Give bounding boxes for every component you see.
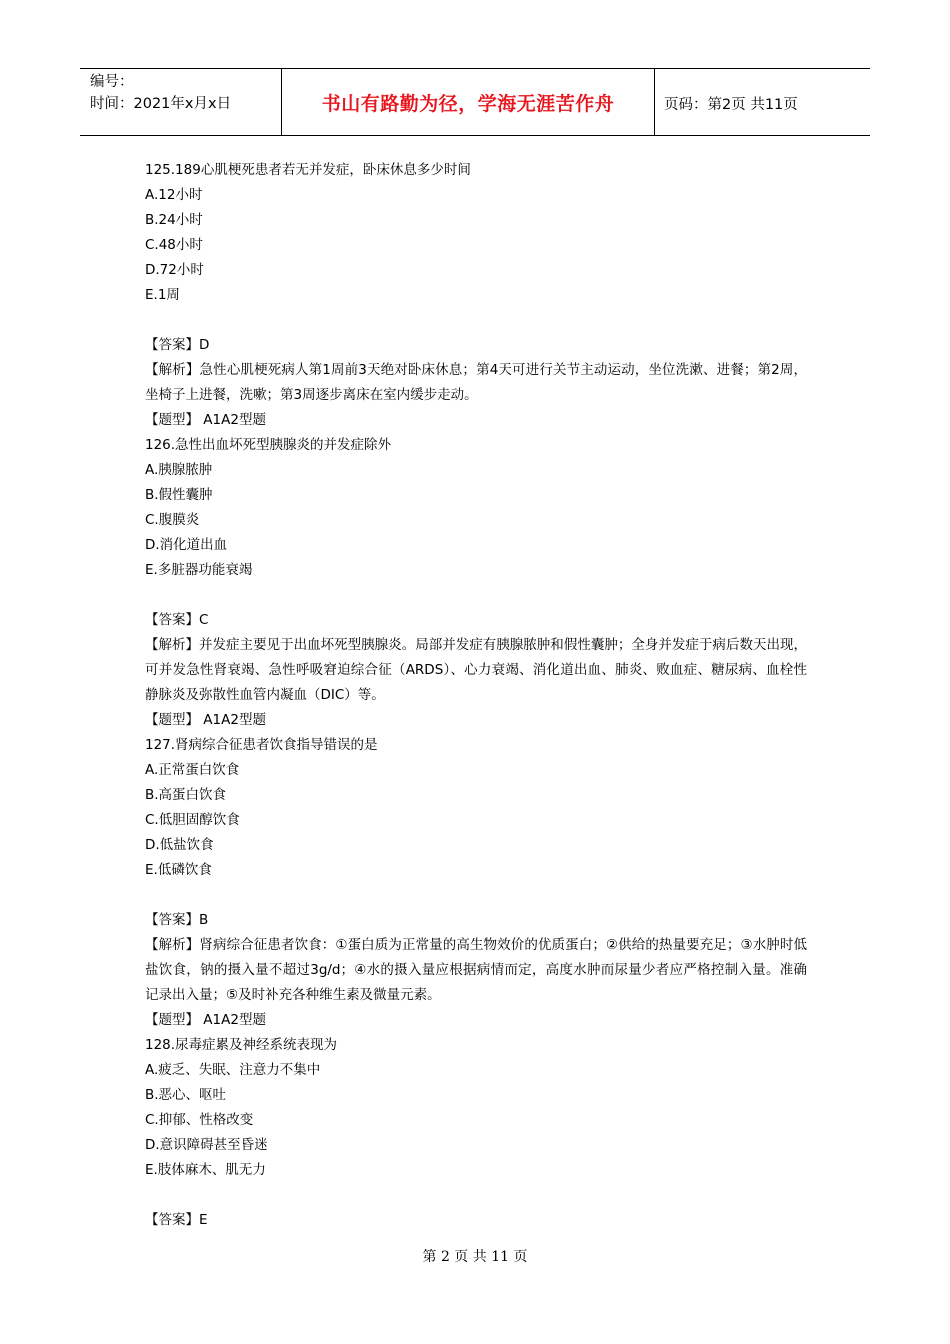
question-option: C.腹膜炎 — [145, 512, 200, 528]
question-option: D.消化道出血 — [145, 537, 228, 553]
question-option: E.多脏器功能衰竭 — [145, 562, 253, 578]
header-number-label: 编号： — [90, 74, 134, 90]
answer-line: 【答案】D — [145, 337, 210, 353]
question-type: 【题型】 A1A2型题 — [145, 1012, 266, 1028]
question-option: E.1周 — [145, 287, 180, 303]
answer-line: 【答案】E — [145, 1212, 208, 1228]
question-option: C.48小时 — [145, 237, 203, 253]
question-option: D.低盐饮食 — [145, 837, 214, 853]
page-header — [80, 68, 870, 136]
question-option: C.低胆固醇饮食 — [145, 812, 240, 828]
spacer — [145, 883, 807, 908]
question-option: A.正常蛋白饮食 — [145, 762, 240, 778]
question-option: D.72小时 — [145, 262, 204, 278]
question-option: C.抑郁、性格改变 — [145, 1112, 254, 1128]
answer-line: 【答案】C — [145, 612, 209, 628]
spacer — [145, 583, 807, 608]
question-option: A.胰腺脓肿 — [145, 462, 213, 478]
analysis-text: 【解析】并发症主要见于出血坏死型胰腺炎。局部并发症有胰腺脓肿和假性囊肿；全身并发症于病后数天出现，可并发急性肾衰竭、急性呼吸窘迫综合征（ARDS）、心力衰竭、消化道出血、肺炎、败血症、糖尿病、血栓性静脉炎及弥散性血管内凝血（DIC）等。 — [145, 637, 807, 703]
question-option: B.24小时 — [145, 212, 203, 228]
question-stem: 128.尿毒症累及神经系统表现为 — [145, 1037, 338, 1053]
question-option: E.肢体麻木、肌无力 — [145, 1162, 266, 1178]
spacer — [145, 308, 807, 333]
question-option: B.恶心、呕吐 — [145, 1087, 227, 1103]
answer-line: 【答案】B — [145, 912, 209, 928]
header-divider — [654, 69, 655, 135]
question-type: 【题型】 A1A2型题 — [145, 712, 266, 728]
question-option: A.疲乏、失眠、注意力不集中 — [145, 1062, 321, 1078]
analysis-text: 【解析】肾病综合征患者饮食：①蛋白质为正常量的高生物效价的优质蛋白；②供给的热量要充足；③水肿时低盐饮食，钠的摄入量不超过3g/d；④水的摄入量应根据病情而定，高度水肿而尿量少者应严格控制入量。准确记录出入量；⑤及时补充各种维生素及微量元素。 — [145, 937, 807, 1003]
question-stem: 127.肾病综合征患者饮食指导错误的是 — [145, 737, 378, 753]
document-body — [145, 158, 807, 1233]
spacer — [145, 1183, 807, 1208]
question-option: B.假性囊肿 — [145, 487, 213, 503]
header-motto: 书山有路勤为径，学海无涯苦作舟 — [321, 93, 615, 115]
question-type: 【题型】 A1A2型题 — [145, 412, 266, 428]
question-option: A.12小时 — [145, 187, 203, 203]
header-meta — [90, 71, 285, 115]
question-stem: 125.189心肌梗死患者若无并发症，卧床休息多少时间 — [145, 162, 471, 178]
header-time-label: 时间：2021年x月x日 — [90, 96, 232, 112]
header-page-label: 页码：第2页 共11页 — [664, 97, 798, 113]
analysis-text: 【解析】急性心肌梗死病人第1周前3天绝对卧床休息；第4天可进行关节主动运动，坐位洗漱、进餐；第2周，坐椅子上进餐，洗嗽；第3周逐步离床在室内缓步走动。 — [145, 362, 807, 403]
question-option: B.高蛋白饮食 — [145, 787, 227, 803]
question-option: E.低磷饮食 — [145, 862, 212, 878]
question-stem: 126.急性出血坏死型胰腺炎的并发症除外 — [145, 437, 392, 453]
question-option: D.意识障碍甚至昏迷 — [145, 1137, 268, 1153]
page-footer: 第 2 页 共 11 页 — [422, 1249, 528, 1265]
